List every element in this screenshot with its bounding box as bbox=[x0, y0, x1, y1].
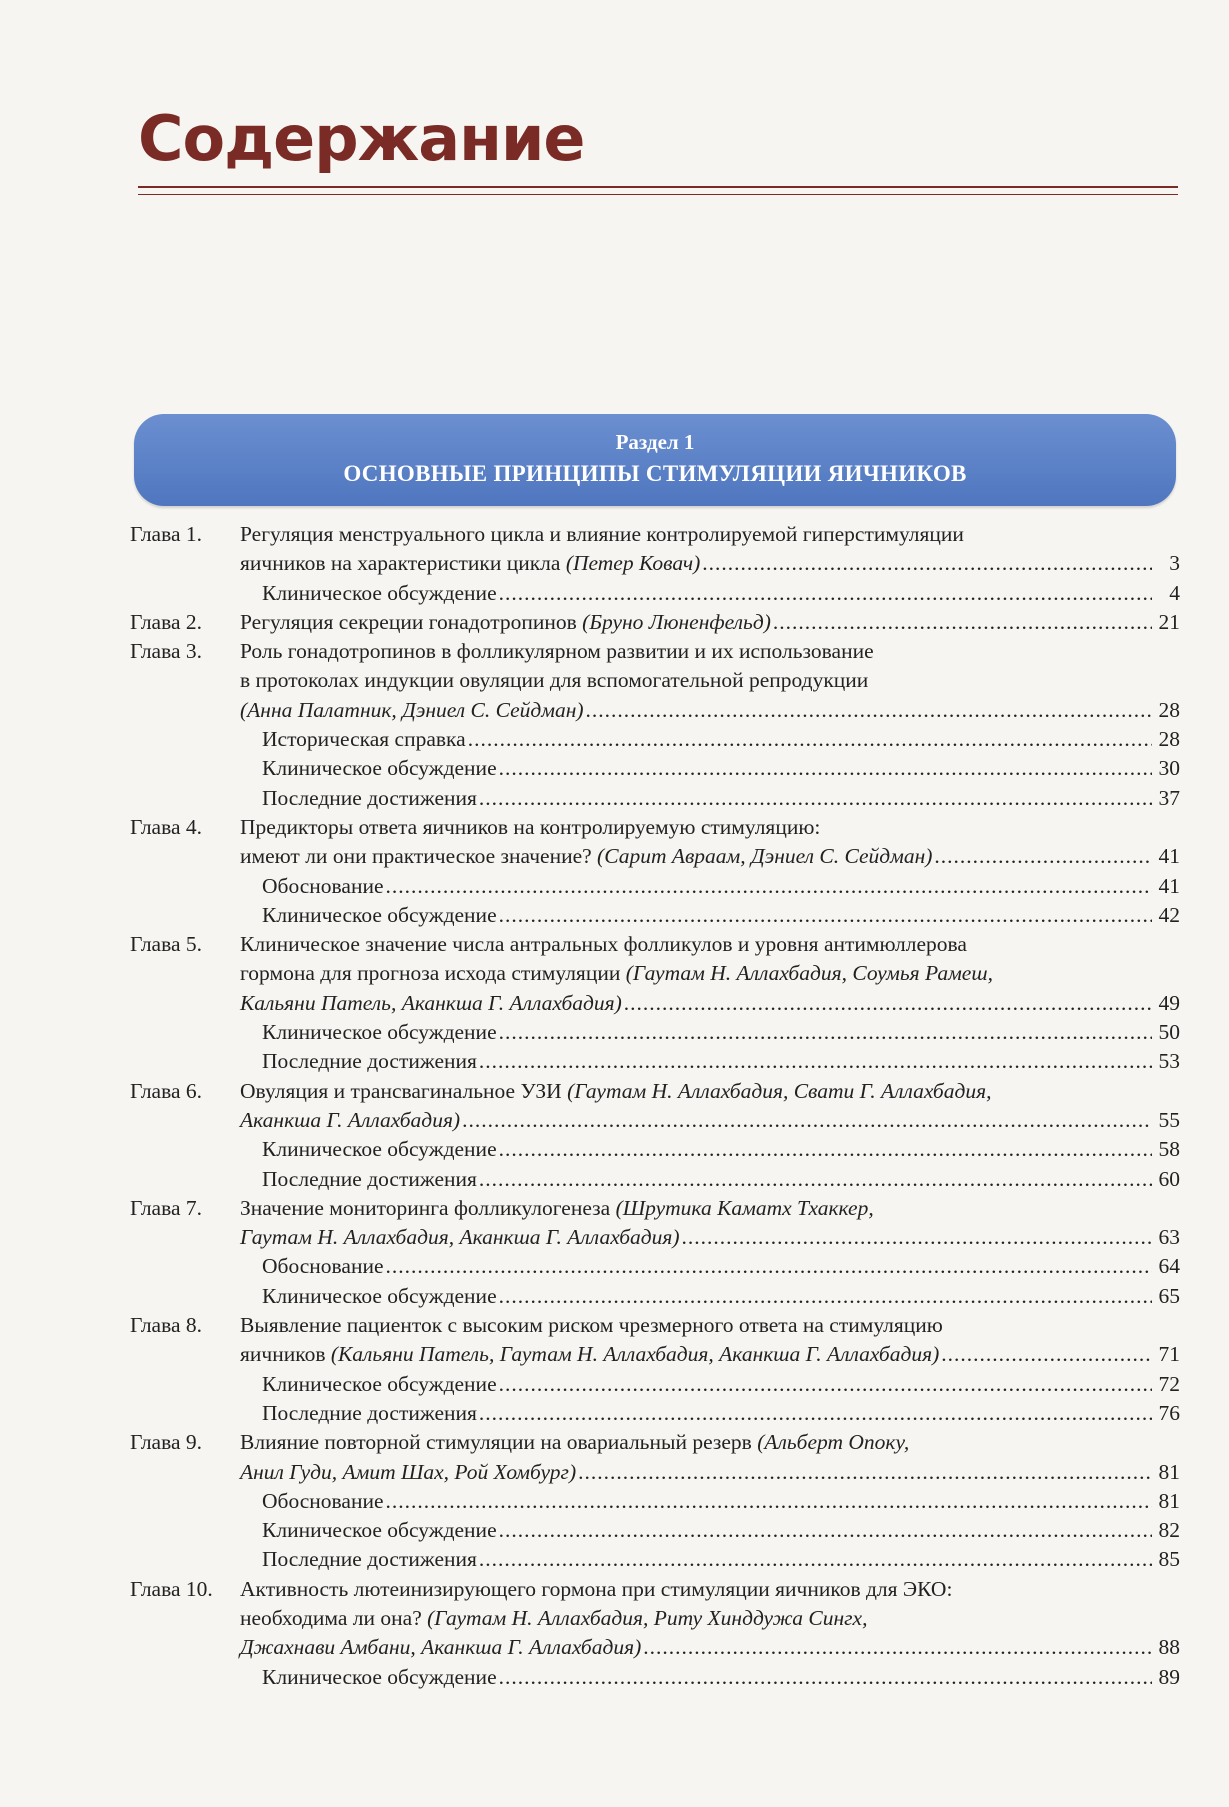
chapter-entry[interactable] bbox=[240, 1106, 1180, 1135]
subsection-title: Клиническое обсуждение bbox=[262, 1020, 497, 1045]
page-number: 85 bbox=[1158, 1547, 1180, 1572]
leader-dots bbox=[499, 1282, 1152, 1311]
subsection-entry[interactable] bbox=[240, 1252, 1180, 1281]
toc-chapter bbox=[130, 1077, 1180, 1194]
subsection-title: Последние достижения bbox=[262, 785, 477, 810]
leader-dots bbox=[499, 579, 1152, 608]
page-number: 41 bbox=[1158, 873, 1180, 898]
chapter-title-text: яичников на характеристики цикла (Петер Ковач) bbox=[240, 551, 701, 576]
toc-chapter bbox=[130, 608, 1180, 637]
subsection-entry[interactable] bbox=[240, 1487, 1180, 1516]
subsection-entry[interactable] bbox=[240, 754, 1180, 783]
chapter-label: Глава 6. bbox=[130, 1078, 202, 1103]
chapter-authors: Аканкша Г. Аллахбадия) bbox=[240, 1107, 461, 1132]
page-number: 88 bbox=[1158, 1635, 1180, 1660]
chapter-body bbox=[240, 1575, 1180, 1692]
chapter-label: Глава 3. bbox=[130, 639, 202, 664]
page-number: 89 bbox=[1158, 1664, 1180, 1689]
chapter-title-text: Овуляция и трансвагинальное УЗИ (Гаутам Н. Аллахбадия, Свати Г. Аллахбадия, bbox=[240, 1078, 992, 1103]
chapter-title-line bbox=[240, 1575, 1180, 1604]
leader-dots bbox=[499, 1663, 1152, 1692]
page-number: 81 bbox=[1158, 1459, 1180, 1484]
leader-dots bbox=[479, 784, 1152, 813]
toc-chapter bbox=[130, 520, 1180, 608]
subsection-entry[interactable] bbox=[240, 1018, 1180, 1047]
chapter-body bbox=[240, 1194, 1180, 1311]
chapter-authors: (Гаутам Н. Аллахбадия, Свати Г. Аллахбадия, bbox=[567, 1078, 992, 1103]
chapter-authors: Анил Гуди, Амит Шах, Рой Хомбург) bbox=[240, 1459, 577, 1484]
subsection-title: Историческая справка bbox=[262, 727, 466, 752]
chapter-label: Глава 5. bbox=[130, 932, 202, 957]
chapter-entry[interactable] bbox=[240, 1458, 1180, 1487]
leader-dots bbox=[386, 872, 1152, 901]
chapter-label: Глава 8. bbox=[130, 1313, 202, 1338]
subsection-entry[interactable] bbox=[240, 1545, 1180, 1574]
toc-chapter bbox=[130, 1311, 1180, 1428]
page-number: 30 bbox=[1158, 756, 1180, 781]
chapter-title-text: необходима ли она? (Гаутам Н. Аллахбадия, Риту Хинддужа Сингх, bbox=[240, 1605, 868, 1630]
chapter-entry[interactable] bbox=[240, 696, 1180, 725]
chapter-body bbox=[240, 608, 1180, 637]
page-number: 82 bbox=[1158, 1518, 1180, 1543]
leader-dots bbox=[479, 1047, 1152, 1076]
leader-dots bbox=[624, 989, 1152, 1018]
page-number: 3 bbox=[1169, 551, 1180, 576]
page-number: 63 bbox=[1158, 1225, 1180, 1250]
page-number: 50 bbox=[1158, 1020, 1180, 1045]
chapter-title-text: Регуляция менструального цикла и влияние контролируемой гиперстимуляции bbox=[240, 522, 964, 546]
leader-dots bbox=[702, 549, 1152, 578]
page-number: 49 bbox=[1158, 990, 1180, 1015]
chapter-title-line bbox=[240, 813, 1180, 842]
page-number: 60 bbox=[1158, 1166, 1180, 1191]
chapter-authors: Кальяни Патель, Аканкша Г. Аллахбадия) bbox=[240, 990, 622, 1015]
subsection-entry[interactable] bbox=[240, 1282, 1180, 1311]
leader-dots bbox=[499, 1135, 1152, 1164]
leader-dots bbox=[578, 1458, 1152, 1487]
page-number: 58 bbox=[1158, 1137, 1180, 1162]
chapter-title-line bbox=[240, 1311, 1180, 1340]
chapter-label: Глава 2. bbox=[130, 609, 202, 634]
leader-dots bbox=[643, 1633, 1152, 1662]
leader-dots bbox=[462, 1106, 1152, 1135]
chapter-body bbox=[240, 1311, 1180, 1428]
toc-chapter bbox=[130, 1428, 1180, 1574]
chapter-authors: Джахнави Амбани, Аканкша Г. Аллахбадия) bbox=[240, 1635, 642, 1660]
leader-dots bbox=[499, 901, 1152, 930]
subsection-title: Последние достижения bbox=[262, 1049, 477, 1074]
section-title: ОСНОВНЫЕ ПРИНЦИПЫ СТИМУЛЯЦИИ ЯИЧНИКОВ bbox=[343, 461, 967, 486]
chapter-body bbox=[240, 1428, 1180, 1574]
leader-dots bbox=[479, 1165, 1152, 1194]
chapter-authors: (Гаутам Н. Аллахбадия, Риту Хинддужа Сингх, bbox=[427, 1605, 868, 1630]
toc-list bbox=[130, 520, 1180, 1692]
subsection-entry[interactable] bbox=[240, 1047, 1180, 1076]
page-title: Содержание bbox=[138, 102, 585, 175]
leader-dots bbox=[479, 1545, 1152, 1574]
subsection-entry[interactable] bbox=[240, 1516, 1180, 1545]
leader-dots bbox=[499, 754, 1152, 783]
chapter-label: Глава 10. bbox=[130, 1576, 213, 1601]
leader-dots bbox=[479, 1399, 1152, 1428]
chapter-authors: (Петер Ковач) bbox=[565, 551, 701, 576]
chapter-label: Глава 4. bbox=[130, 814, 202, 839]
leader-dots bbox=[586, 696, 1152, 725]
leader-dots bbox=[499, 1370, 1152, 1399]
title-rule-thin bbox=[138, 194, 1178, 195]
subsection-entry[interactable] bbox=[240, 784, 1180, 813]
chapter-title-line bbox=[240, 1604, 1180, 1633]
subsection-entry[interactable] bbox=[240, 1370, 1180, 1399]
page-number: 37 bbox=[1158, 785, 1180, 810]
subsection-entry[interactable] bbox=[240, 725, 1180, 754]
section-number: Раздел 1 bbox=[615, 430, 695, 454]
chapter-title-line bbox=[240, 959, 1180, 988]
toc-chapter bbox=[130, 1194, 1180, 1311]
chapter-title-text bbox=[240, 696, 584, 725]
chapter-title-line bbox=[240, 520, 1180, 549]
subsection-entry[interactable] bbox=[240, 901, 1180, 930]
toc-chapter bbox=[130, 930, 1180, 1076]
chapter-title-text: Выявление пациенток с высоким риском чрезмерного ответа на стимуляцию bbox=[240, 1313, 943, 1338]
subsection-entry[interactable] bbox=[240, 579, 1180, 608]
chapter-label: Глава 9. bbox=[130, 1430, 202, 1455]
chapter-title-text: Активность лютеинизирующего гормона при стимуляции яичников для ЭКО: bbox=[240, 1576, 953, 1601]
chapter-title-text bbox=[240, 1223, 680, 1252]
chapter-authors: Гаутам Н. Аллахбадия, Аканкша Г. Аллахбадия) bbox=[240, 1225, 680, 1250]
chapter-entry[interactable] bbox=[240, 1340, 1180, 1369]
toc-chapter bbox=[130, 637, 1180, 813]
chapter-title-text: Предикторы ответа яичников на контролируемую стимуляцию: bbox=[240, 814, 821, 839]
subsection-title: Клиническое обсуждение bbox=[262, 1371, 497, 1396]
chapter-label: Глава 1. bbox=[130, 522, 202, 546]
page-number: 72 bbox=[1158, 1371, 1180, 1396]
chapter-authors: (Сарит Авраам, Дэниел С. Сейдман) bbox=[597, 844, 933, 869]
page-number: 21 bbox=[1158, 609, 1180, 634]
leader-dots bbox=[499, 1516, 1152, 1545]
chapter-authors: (Шрутика Каматх Тхаккер, bbox=[615, 1195, 874, 1220]
chapter-authors: (Бруно Люненфельд) bbox=[582, 609, 771, 634]
subsection-title: Клиническое обсуждение bbox=[262, 1283, 497, 1308]
leader-dots bbox=[941, 1340, 1152, 1369]
chapter-body bbox=[240, 813, 1180, 930]
page-number: 64 bbox=[1158, 1254, 1180, 1279]
page-number: 28 bbox=[1158, 727, 1180, 752]
subsection-title: Клиническое обсуждение bbox=[262, 756, 497, 781]
chapter-title-text: Регуляция секреции гонадотропинов (Бруно Люненфельд) bbox=[240, 609, 771, 634]
subsection-title: Последние достижения bbox=[262, 1166, 477, 1191]
page-number: 53 bbox=[1158, 1049, 1180, 1074]
chapter-title-text bbox=[240, 1633, 641, 1662]
chapter-entry[interactable] bbox=[240, 842, 1180, 871]
chapter-title-text bbox=[240, 1106, 460, 1135]
chapter-title-text: Значение мониторинга фолликулогенеза (Шрутика Каматх Тхаккер, bbox=[240, 1195, 874, 1220]
chapter-title-line bbox=[240, 1428, 1180, 1457]
chapter-entry[interactable] bbox=[240, 989, 1180, 1018]
leader-dots bbox=[773, 608, 1152, 637]
page-number: 76 bbox=[1158, 1400, 1180, 1425]
chapter-authors: (Анна Палатник, Дэниел С. Сейдман) bbox=[240, 697, 584, 722]
subsection-title: Клиническое обсуждение bbox=[262, 580, 497, 605]
page-number: 55 bbox=[1158, 1107, 1180, 1132]
subsection-entry[interactable] bbox=[240, 1663, 1180, 1692]
leader-dots bbox=[386, 1252, 1152, 1281]
subsection-entry[interactable] bbox=[240, 1165, 1180, 1194]
chapter-title-text bbox=[240, 1458, 576, 1487]
chapter-title-text: Влияние повторной стимуляции на овариальный резерв (Альберт Опоку, bbox=[240, 1430, 910, 1455]
chapter-title-line bbox=[240, 1077, 1180, 1106]
leader-dots bbox=[386, 1487, 1152, 1516]
toc-chapter bbox=[130, 813, 1180, 930]
page-number: 41 bbox=[1158, 844, 1180, 869]
chapter-entry[interactable] bbox=[240, 1633, 1180, 1662]
subsection-title: Обоснование bbox=[262, 1488, 384, 1513]
chapter-body bbox=[240, 520, 1180, 608]
chapter-authors: (Кальяни Патель, Гаутам Н. Аллахбадия, Аканкша Г. Аллахбадия) bbox=[330, 1342, 940, 1367]
chapter-title-text: Клиническое значение числа антральных фолликулов и уровня антимюллерова bbox=[240, 932, 967, 957]
chapter-title-line bbox=[240, 930, 1180, 959]
subsection-title: Клиническое обсуждение bbox=[262, 1518, 497, 1543]
section-banner bbox=[134, 414, 1176, 506]
page-number: 71 bbox=[1158, 1342, 1180, 1367]
chapter-title-text: гормона для прогноза исхода стимуляции (Гаутам Н. Аллахбадия, Соумья Рамеш, bbox=[240, 961, 993, 986]
leader-dots bbox=[934, 842, 1152, 871]
chapter-authors: (Гаутам Н. Аллахбадия, Соумья Рамеш, bbox=[625, 961, 993, 986]
chapter-entry[interactable] bbox=[240, 1223, 1180, 1252]
chapter-title-text: в протоколах индукции овуляции для вспомогательной репродукции bbox=[240, 668, 869, 693]
subsection-entry[interactable] bbox=[240, 1135, 1180, 1164]
page-number: 65 bbox=[1158, 1283, 1180, 1308]
subsection-title: Обоснование bbox=[262, 1254, 384, 1279]
chapter-body bbox=[240, 637, 1180, 813]
chapter-title-text bbox=[240, 989, 622, 1018]
subsection-title: Последние достижения bbox=[262, 1547, 477, 1572]
chapter-label: Глава 7. bbox=[130, 1195, 202, 1220]
chapter-title-line bbox=[240, 666, 1180, 695]
subsection-title: Последние достижения bbox=[262, 1400, 477, 1425]
subsection-title: Клиническое обсуждение bbox=[262, 1137, 497, 1162]
subsection-title: Клиническое обсуждение bbox=[262, 902, 497, 927]
subsection-title: Обоснование bbox=[262, 873, 384, 898]
toc-chapter bbox=[130, 1575, 1180, 1692]
chapter-entry[interactable] bbox=[240, 549, 1180, 578]
page-number: 81 bbox=[1158, 1488, 1180, 1513]
page-number: 4 bbox=[1169, 580, 1180, 605]
chapter-title-text: яичников (Кальяни Патель, Гаутам Н. Аллахбадия, Аканкша Г. Аллахбадия) bbox=[240, 1342, 940, 1367]
chapter-body bbox=[240, 930, 1180, 1076]
subsection-entry[interactable] bbox=[240, 1399, 1180, 1428]
chapter-title-text: Роль гонадотропинов в фолликулярном развитии и их использование bbox=[240, 639, 874, 664]
leader-dots bbox=[468, 725, 1152, 754]
chapter-title-line bbox=[240, 1194, 1180, 1223]
title-rule bbox=[138, 186, 1178, 188]
leader-dots bbox=[499, 1018, 1152, 1047]
chapter-authors: (Альберт Опоку, bbox=[757, 1430, 910, 1455]
page-number: 42 bbox=[1158, 902, 1180, 927]
subsection-title: Клиническое обсуждение bbox=[262, 1664, 497, 1689]
chapter-title-line bbox=[240, 637, 1180, 666]
chapter-body bbox=[240, 1077, 1180, 1194]
leader-dots bbox=[682, 1223, 1152, 1252]
chapter-title-text: имеют ли они практическое значение? (Сарит Авраам, Дэниел С. Сейдман) bbox=[240, 844, 933, 869]
subsection-entry[interactable] bbox=[240, 872, 1180, 901]
chapter-entry[interactable] bbox=[240, 608, 1180, 637]
page-number: 28 bbox=[1158, 697, 1180, 722]
